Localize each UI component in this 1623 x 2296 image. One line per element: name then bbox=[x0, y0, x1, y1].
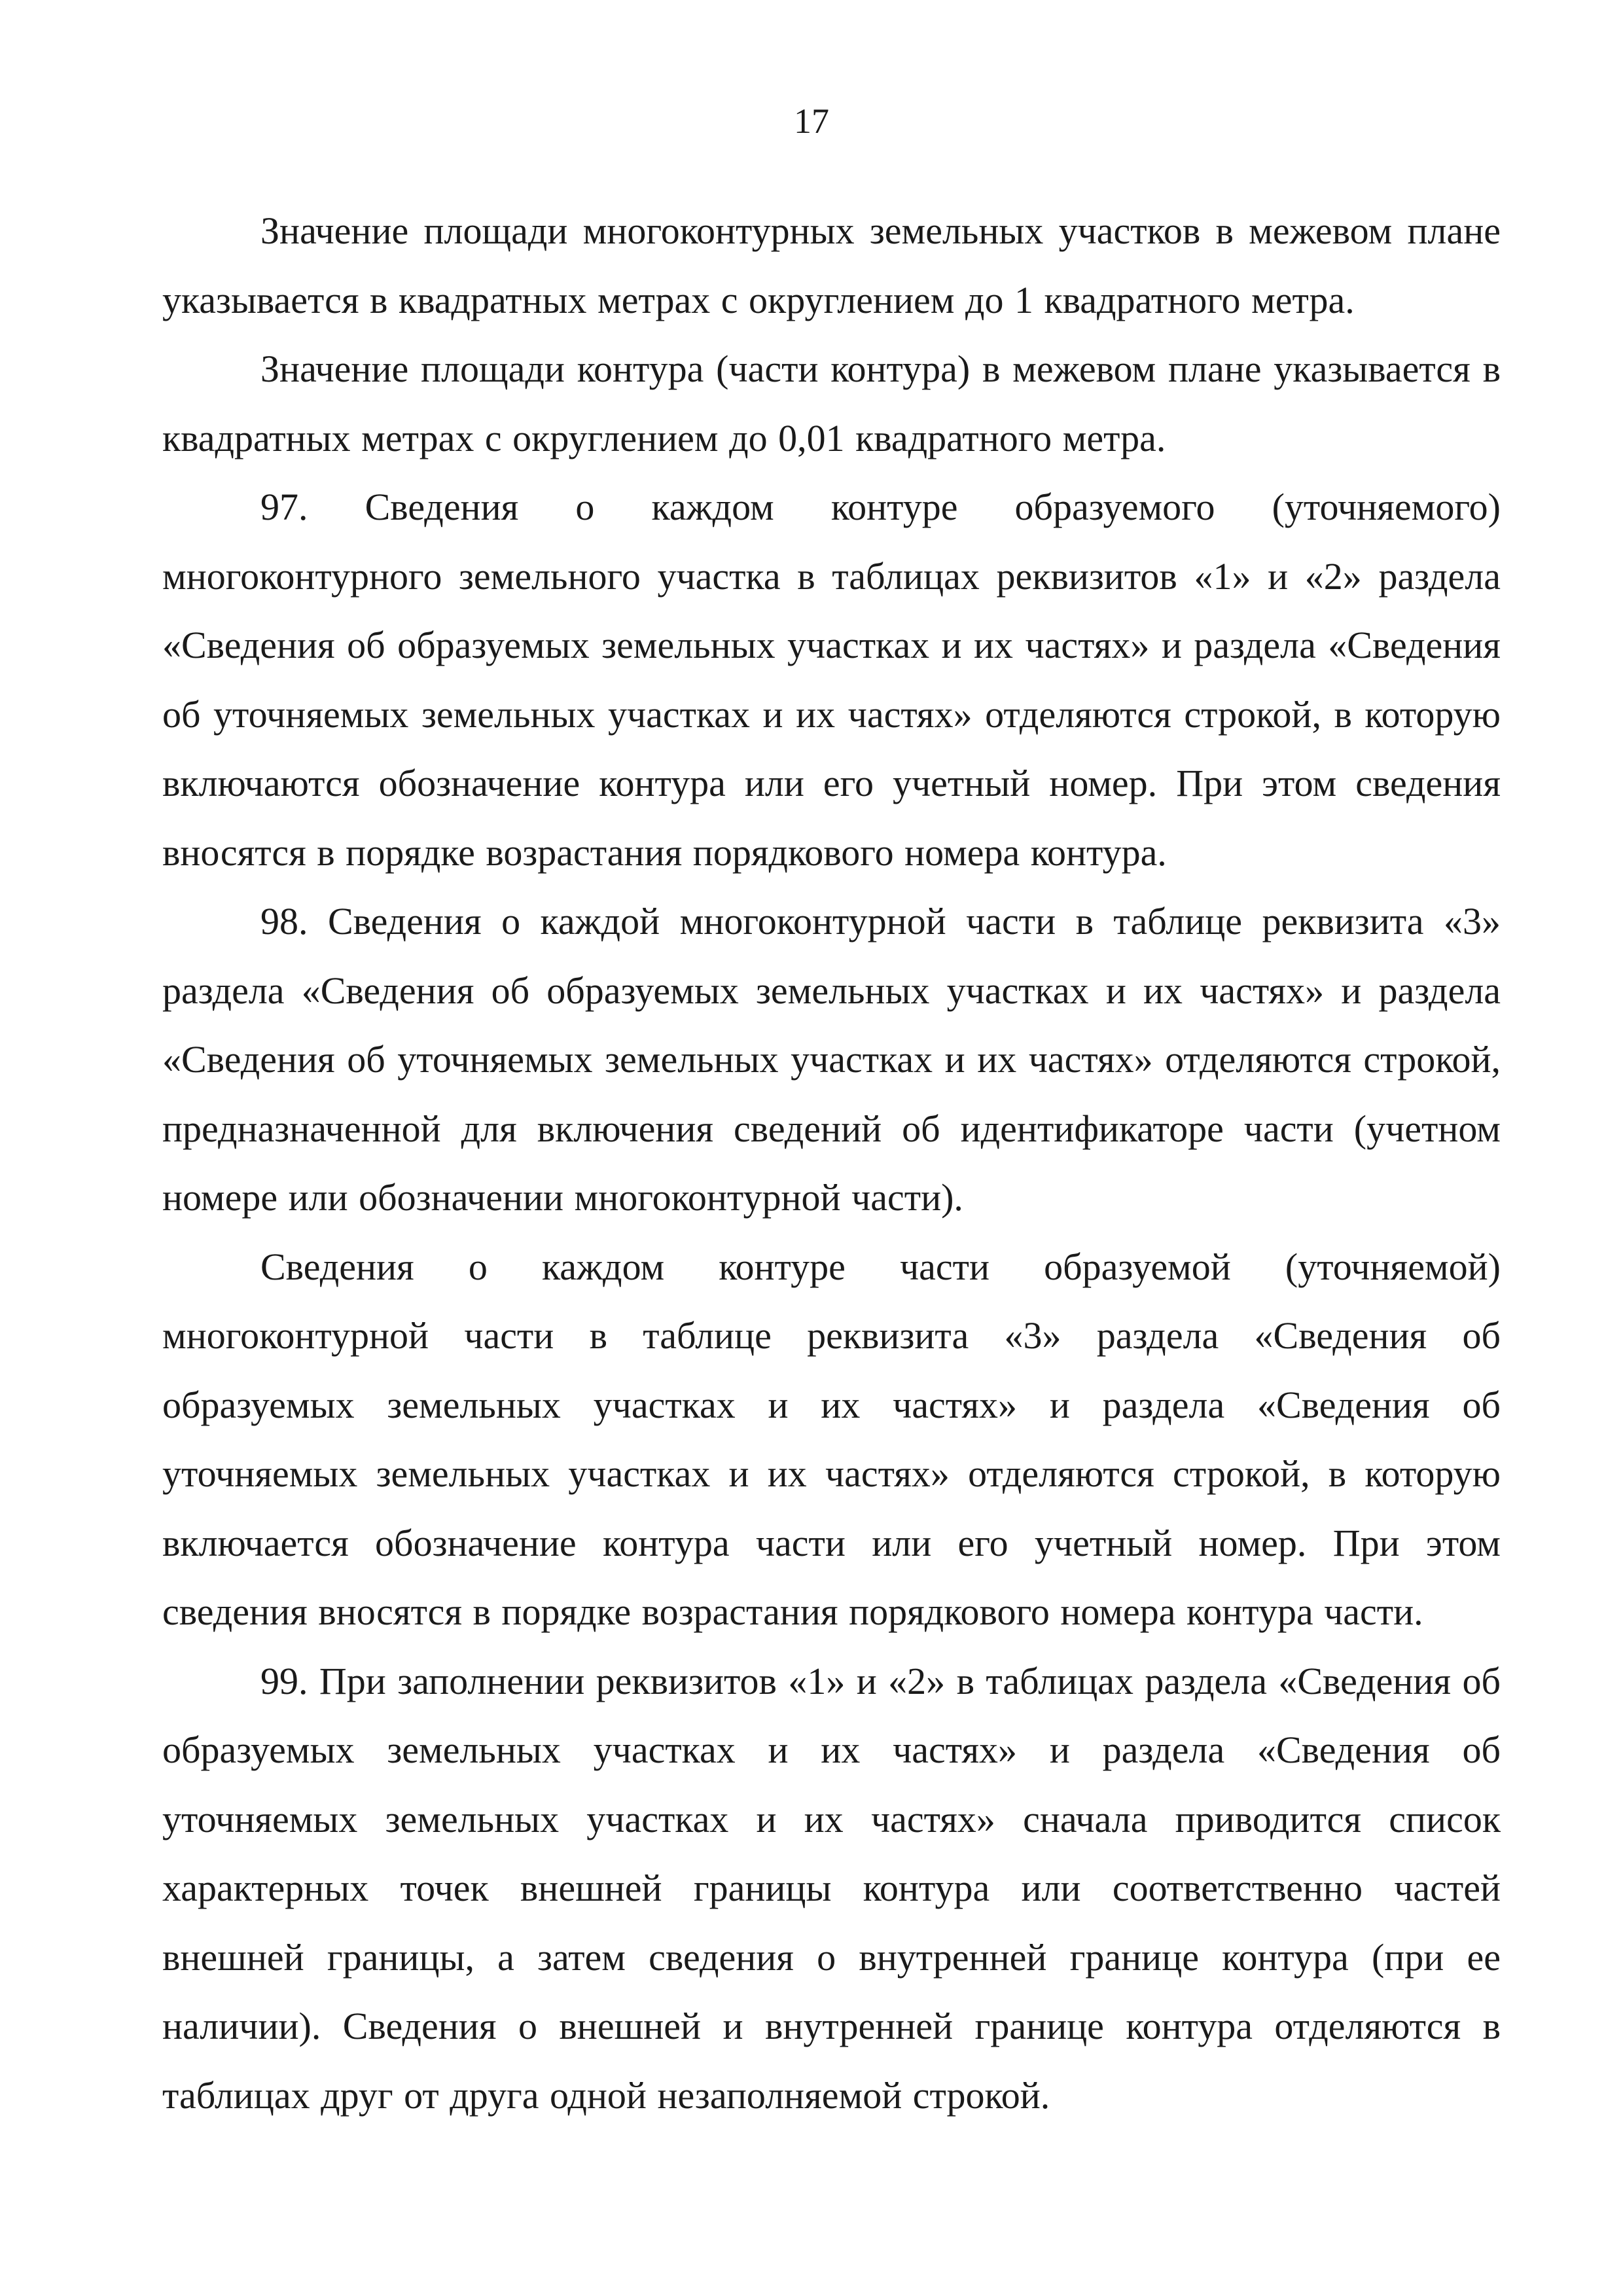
paragraph-clause-99: 99. При заполнении реквизитов «1» и «2» в таблицах раздела «Сведения об образуемых земельных участках и их частях» и раздела «Сведения об уточняемых земельных участках и их частях» сначала приводится список характерных точек внешней границы контура или соответственно частей внешней границы, а затем сведения о внутренней границе контура (при ее наличии). Сведения о внешней и внутренней границе контура отделяются в таблицах друг от друга одной незаполняемой строкой. bbox=[162, 1659, 1501, 2117]
paragraph-area-multicontour: Значение площади многоконтурных земельных участков в межевом плане указывается в квадратных метрах с округлением до 1 квадратного метра. bbox=[162, 209, 1501, 321]
paragraph-area-contour: Значение площади контура (части контура) в межевом плане указывается в квадратных метрах с округлением до 0,01 квадратного метра. bbox=[162, 348, 1501, 459]
document-body bbox=[162, 196, 1501, 2130]
page-number: 17 bbox=[794, 101, 829, 141]
paragraph-clause-98: 98. Сведения о каждой многоконтурной части в таблице реквизита «3» раздела «Сведения об образуемых земельных участках и их частях» и раздела «Сведения об уточняемых земельных участках и их частях» отделяются строкой, предназначенной для включения сведений об идентификаторе части (учетном номере или обозначении многоконтурной части). bbox=[162, 900, 1501, 1219]
paragraph-contour-parts: Сведения о каждом контуре части образуемой (уточняемой) многоконтурной части в таблице реквизита «3» раздела «Сведения об образуемых земельных участках и их частях» и раздела «Сведения об уточняемых земельных участках и их частях» отделяются строкой, в которую включается обозначение контура части или его учетный номер. При этом сведения вносятся в порядке возрастания порядкового номера контура части. bbox=[162, 1245, 1501, 1633]
paragraph-clause-97: 97. Сведения о каждом контуре образуемого (уточняемого) многоконтурного земельного участка в таблицах реквизитов «1» и «2» раздела «Сведения об образуемых земельных участках и их частях» и раздела «Сведения об уточняемых земельных участках и их частях» отделяются строкой, в которую включаются обозначение контура или его учетный номер. При этом сведения вносятся в порядке возрастания порядкового номера контура. bbox=[162, 486, 1501, 874]
